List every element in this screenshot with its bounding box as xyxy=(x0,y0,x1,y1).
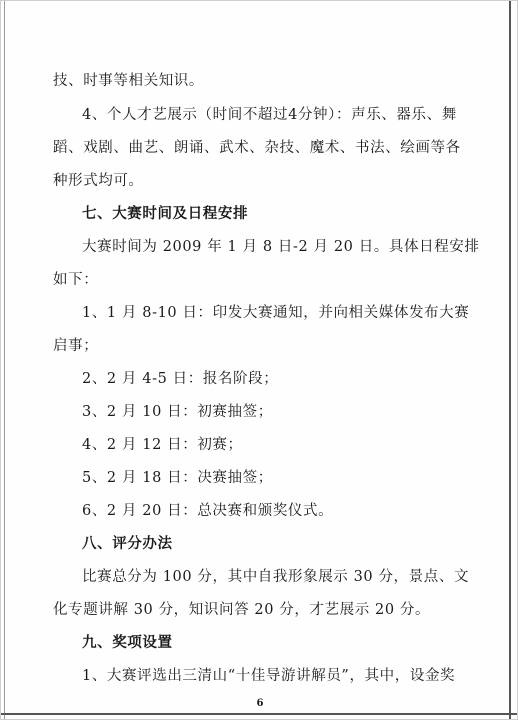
body-line: 蹈、戏剧、曲艺、朗诵、武术、杂技、魔术、书法、绘画等各 xyxy=(53,140,461,156)
scan-edge-bottom xyxy=(1,713,518,715)
body-line: 化专题讲解 30 分，知识问答 20 分，才艺展示 20 分。 xyxy=(53,602,431,618)
body-line: 比赛总分为 100 分，其中自我形象展示 30 分，景点、文 xyxy=(82,569,470,585)
schedule-item: 2、2 月 4-5 日：报名阶段； xyxy=(82,371,279,387)
page-number: 6 xyxy=(256,698,264,709)
body-line: 1、大赛评选出三清山“十佳导游讲解员”，其中，设金奖 xyxy=(82,668,456,684)
section-heading-scoring: 八、评分办法 xyxy=(82,536,173,552)
list-item-talent: 4、个人才艺展示（时间不超过4分钟）：声乐、器乐、舞 xyxy=(82,107,457,123)
schedule-item: 5、2 月 18 日：决赛抽签； xyxy=(82,470,273,486)
schedule-item: 6、2 月 20 日：总决赛和颁奖仪式。 xyxy=(82,503,334,519)
body-line: 启事； xyxy=(53,338,99,354)
schedule-item: 1、1 月 8-10 日：印发大赛通知，并向相关媒体发布大赛 xyxy=(82,305,470,321)
section-heading-awards: 九、奖项设置 xyxy=(82,635,173,651)
section-heading-schedule: 七、大赛时间及日程安排 xyxy=(82,206,249,222)
body-line: 种形式均可。 xyxy=(53,173,144,189)
body-line: 大赛时间为 2009 年 1 月 8 日-2 月 20 日。具体日程安排 xyxy=(82,239,480,255)
schedule-item: 4、2 月 12 日：初赛； xyxy=(82,437,243,453)
body-line: 技、时事等相关知识。 xyxy=(53,73,204,89)
body-line: 如下： xyxy=(53,272,99,288)
schedule-item: 3、2 月 10 日：初赛抽签； xyxy=(82,404,273,420)
scan-edge-right xyxy=(509,1,511,720)
scan-edge-left xyxy=(4,1,5,720)
